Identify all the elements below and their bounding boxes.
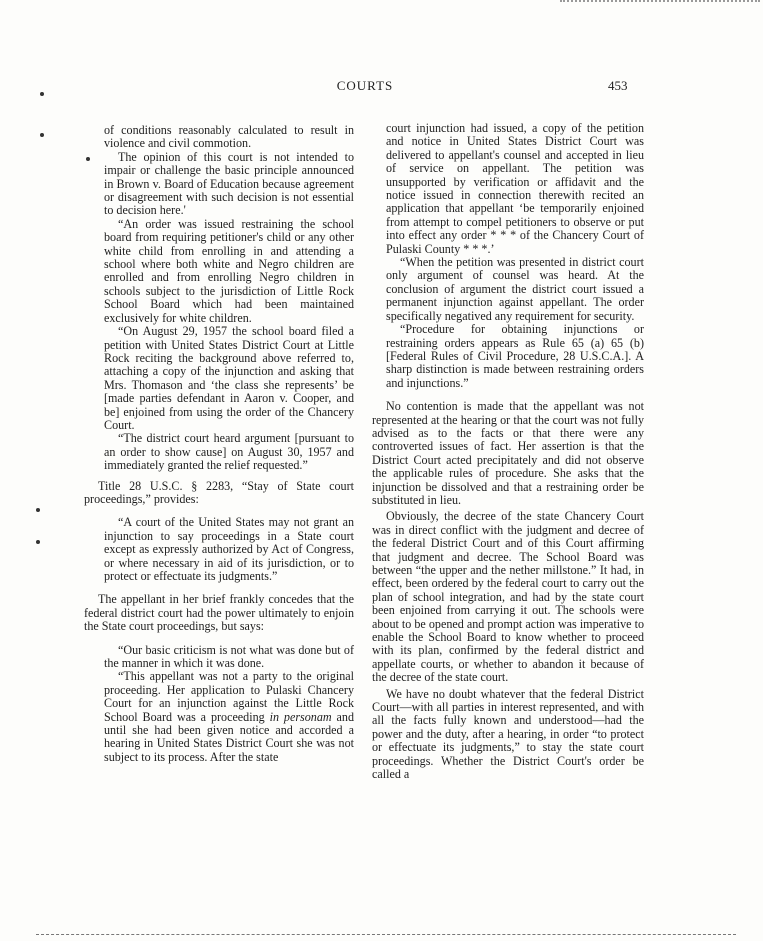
quote-paragraph [104,670,354,764]
quote-paragraph: The opinion of this court is not intended to impair or challenge the basic principle announced in Brown v. Board of Education because agreement or disagreement with such decision is not essential to decision here.' [104,149,354,218]
statute-quote [84,516,354,583]
scan-edge-dots [560,0,760,6]
quote-text: and until she had been given notice and accorded a hearing in United States District Court she was not subject to its process. After the state [104,709,354,764]
quote-paragraph: “Procedure for obtaining injunctions or restraining orders appears as Rule 65 (a) 65 (b) [Federal Rules of Civil Procedure, 28 U.S.C.A.]. A sharp distinction is made between restraining orders and injunctions.” [386,322,644,390]
quote-paragraph: “When the petition was presented in district court only argument of counsel was heard. At the conclusion of argument the district court issued a permanent injunction against appellant. The order specifically negatived any requirement for security. [386,255,644,323]
quote-paragraph: of conditions reasonably calculated to result in violence and civil commotion. [104,123,354,151]
quote-paragraph: court injunction had issued, a copy of the petition and notice in United States District Court was delivered to appellant's counsel and accepted in lieu of service on appellant. The petition was unsupported by verification or affidavit and the notice issued in connection therewith recited an application that appellant ‘be temporarily enjoined from attempt to compel petitioners to observe or put into effect any order * * * of the Chancery Court of Pulaski County * * *.’ [386,121,644,256]
left-column [84,124,354,764]
quote-paragraph: “A court of the United States may not grant an injunction to say proceedings in a State court except as expressly authorized by Act of Congress, or where necessary in aid of its jurisdiction, or to protect or effectuate its judgments.” [104,515,354,583]
body-paragraph: The appellant in her brief frankly concedes that the federal district court had the power ultimately to enjoin the State court proceedings, but says: [84,592,354,634]
body-paragraph: Obviously, the decree of the state Chancery Court was in direct conflict with the judgment and decree of the federal District Court and of this Court affirming that judgment and decree. The School Board was between “the upper and the nether millstone.” It had, in effect, been ordered by the federal court to carry out the plan of school integration, and had by the state court been enjoined from carrying it out. The schools were about to be opened and prompt action was imperative to enable the School Board to know whether to proceed with its plan, confirmed by the federal district and appellate courts, or whether to abandon it because of the decree of the state court. [372,509,644,685]
scan-bottom-edge [36,934,736,936]
quote-paragraph: “The district court heard argument [pursuant to an order to show cause] on August 30, 1957 and immediately granted the relief requested.” [104,431,354,473]
block-quote [84,644,354,765]
page-number: 453 [608,78,628,93]
margin-mark [36,540,40,544]
italic-phrase: in personam [269,709,332,724]
body-paragraph: Title 28 U.S.C. § 2283, “Stay of State court proceedings,” provides: [84,478,354,506]
margin-mark [40,133,44,137]
body-paragraph: No contention is made that the appellant was not represented at the hearing or that the court was not fully advised as to the facts or that there were any controverted issues of fact. Her assertion is that the District Court acted precipitately and did not observe the applicable rules of procedure. She asks that the injunction be dissolved and that a restraining order be substituted in lieu. [372,399,644,507]
right-column [372,122,644,782]
quote-paragraph: “On August 29, 1957 the school board filed a petition with United States District Court at Little Rock reciting the background above referred to, attaching a copy of the injunction and asking that Mrs. Thomason and ‘the class she represents’ be [made parties defendant in Aaron v. Cooper, and be] enjoined from using the order of the Chancery Court. [104,324,354,432]
quote-paragraph: “An order was issued restraining the school board from requiring petitioner's child or any other white child from enrolling in and attending a school where both white and Negro children are enrolled and from enrolling Negro children in schools subject to the jurisdiction of Little Rock School Board which had been maintained exclusively for white children. [104,216,354,325]
block-quote [84,124,354,473]
margin-mark [36,508,40,512]
quote-text: “This appellant was not a party to the original proceeding. Her application to Pulaski Chancery Court for an injunction against the Little Rock School Board was a proceeding [104,669,354,724]
body-paragraph: We have no doubt whatever that the federal District Court—with all parties in interest represented, and with all the facts fully known and understood—had the power and the duty, after a hearing, in order “to protect or effectuate its judgments,” to stay the state court proceedings. Whether the District Court's order be called a [372,686,644,782]
margin-mark [40,92,44,96]
quote-paragraph: “Our basic criticism is not what was done but of the manner in which it was done. [104,642,354,671]
running-header-title: COURTS [336,78,394,93]
block-quote [372,122,644,390]
